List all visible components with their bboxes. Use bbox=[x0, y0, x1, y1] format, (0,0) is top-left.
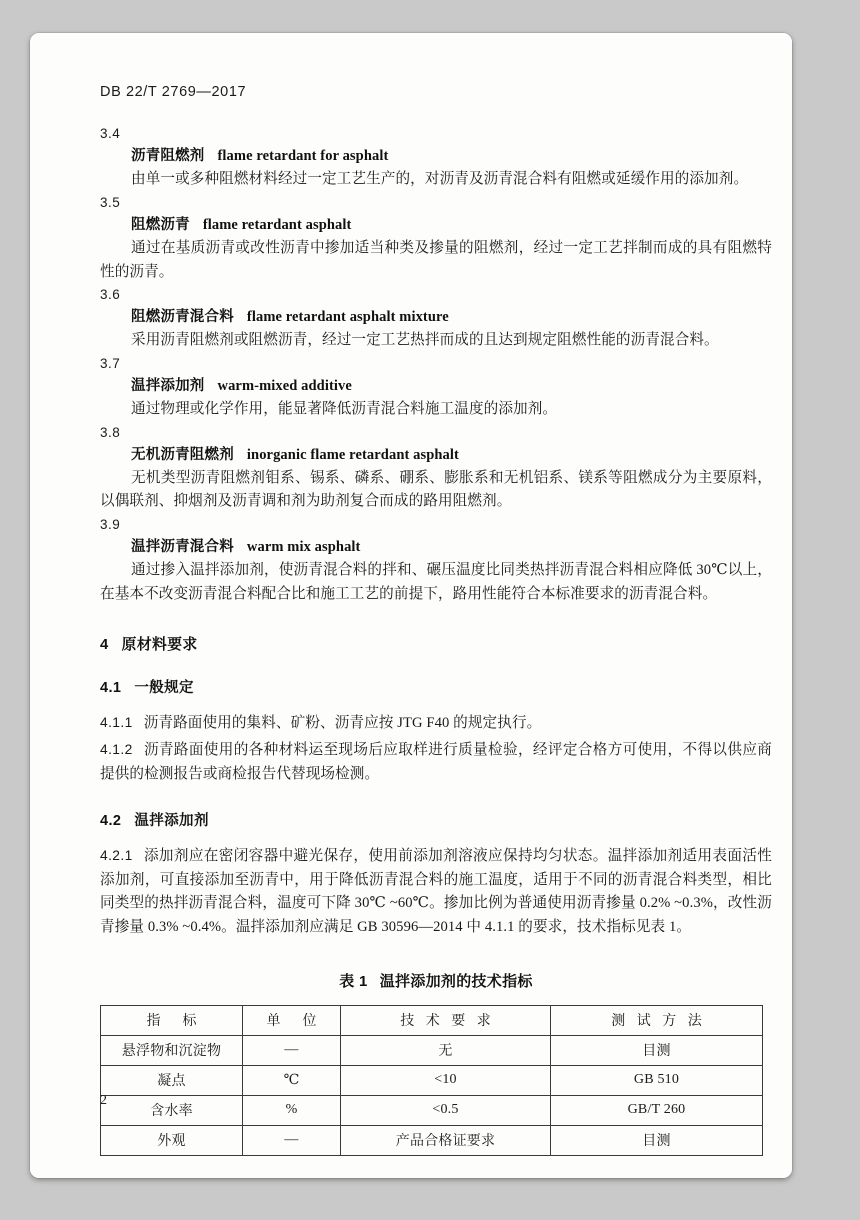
term-definition-3-4: 由单一或多种阻燃材料经过一定工艺生产的，对沥青及沥青混合料有阻燃或延缓作用的添加剂。 bbox=[131, 171, 749, 188]
column-header-method: 测 试 方 法 bbox=[551, 1005, 763, 1035]
cell-method: 目测 bbox=[551, 1125, 763, 1155]
term-en-3-8: inorganic flame retardant asphalt bbox=[246, 446, 459, 463]
term-cn-3-6: 阻燃沥青混合料 bbox=[131, 309, 234, 326]
section-title-4-1: 一般规定 bbox=[134, 680, 194, 697]
cell-method: GB 510 bbox=[551, 1065, 763, 1095]
term-heading-3-9 bbox=[131, 536, 772, 559]
cell-requirement: 产品合格证要求 bbox=[341, 1125, 551, 1155]
term-heading-3-4 bbox=[131, 145, 772, 168]
paragraph-number-4-1-1: 4.1.1 bbox=[100, 715, 133, 731]
term-cn-3-4: 沥青阻燃剂 bbox=[131, 147, 205, 164]
clause-number-3-8: 3.8 bbox=[100, 424, 121, 440]
clause-number-3-4: 3.4 bbox=[100, 126, 121, 141]
term-en-3-6: flame retardant asphalt mixture bbox=[246, 309, 449, 326]
table1-caption bbox=[100, 970, 772, 991]
section-heading-4-1 bbox=[100, 676, 772, 697]
document-page bbox=[30, 33, 792, 1178]
table-header-row bbox=[101, 1005, 763, 1035]
cell-indicator: 凝点 bbox=[101, 1065, 243, 1095]
term-en-3-4: flame retardant for asphalt bbox=[217, 147, 389, 164]
table-row bbox=[101, 1035, 763, 1065]
term-cn-3-8: 无机沥青阻燃剂 bbox=[131, 446, 234, 463]
cell-requirement: <10 bbox=[341, 1065, 551, 1095]
term-cn-3-9: 温拌沥青混合料 bbox=[131, 538, 234, 555]
clause-number-3-6: 3.6 bbox=[100, 287, 121, 303]
term-en-3-9: warm mix asphalt bbox=[246, 538, 361, 555]
clause-number-3-5: 3.5 bbox=[100, 194, 121, 210]
cell-method: 目测 bbox=[551, 1035, 763, 1065]
clause-number-3-7: 3.7 bbox=[100, 355, 121, 371]
term-definition-3-6: 采用沥青阻燃剂或阻燃沥青，经过一定工艺热拌而成的且达到规定阻燃性能的沥青混合料。 bbox=[131, 332, 719, 349]
page-number: 2 bbox=[100, 1093, 107, 1108]
term-heading-3-8 bbox=[131, 444, 772, 467]
paragraph-4-1-1 bbox=[100, 712, 772, 736]
term-cn-3-5: 阻燃沥青 bbox=[131, 216, 190, 233]
page-content bbox=[100, 123, 772, 1156]
cell-indicator: 含水率 bbox=[101, 1095, 243, 1125]
column-header-requirement: 技 术 要 求 bbox=[341, 1005, 551, 1035]
table-row bbox=[101, 1095, 763, 1125]
paragraph-number-4-2-1: 4.2.1 bbox=[100, 847, 133, 863]
term-definition-3-7: 通过物理或化学作用，能显著降低沥青混合料施工温度的添加剂。 bbox=[131, 401, 558, 417]
term-heading-3-7 bbox=[131, 375, 772, 398]
section-number-4-2: 4.2 bbox=[100, 812, 122, 829]
paragraph-text-4-1-1: 沥青路面使用的集料、矿粉、沥青应按 JTG F40 的规定执行。 bbox=[143, 715, 542, 732]
table-row bbox=[101, 1125, 763, 1155]
paragraph-4-1-2 bbox=[100, 739, 772, 787]
cell-unit: — bbox=[243, 1035, 341, 1065]
section-number-4-1: 4.1 bbox=[100, 680, 122, 697]
section-number-4: 4 bbox=[100, 637, 109, 654]
term-heading-3-6 bbox=[131, 306, 772, 329]
document-header-code: DB 22/T 2769—2017 bbox=[100, 84, 247, 100]
term-cn-3-7: 温拌添加剂 bbox=[131, 377, 205, 394]
clause-number-3-9: 3.9 bbox=[100, 517, 121, 533]
cell-indicator: 悬浮物和沉淀物 bbox=[101, 1035, 243, 1065]
column-header-unit: 单 位 bbox=[243, 1005, 341, 1035]
paragraph-text-4-2-1: 添加剂应在密闭容器中避光保存，使用前添加剂溶液应保持均匀状态。温拌添加剂适用表面活性添加剂，可直接添加至沥青中，用于降低沥青混合料的施工温度，适用于不同的沥青混合料类型，相比同类型的热拌沥青混合料，温度可下降 30℃ ~60℃。掺加比例为普通使用沥青掺量 0.2% ~0.3%，改性沥青掺量 0.3% ~0.4%。温拌添加剂应满足 GB 30596—2014 中 4.1.1 的要求，技术指标见表 1。 bbox=[100, 847, 772, 936]
cell-unit: ℃ bbox=[243, 1065, 341, 1095]
term-definition-3-8: 无机类型沥青阻燃剂钼系、锡系、磷系、硼系、膨胀系和无机铝系、镁系等阻燃成分为主要原料，以偶联剂、抑烟剂及沥青调和剂为助剂复合而成的路用阻燃剂。 bbox=[100, 469, 772, 510]
section-title-4-2: 温拌添加剂 bbox=[134, 812, 209, 829]
term-en-3-7: warm-mixed additive bbox=[217, 377, 352, 394]
term-heading-3-5 bbox=[131, 214, 772, 237]
section-heading-4 bbox=[100, 633, 772, 654]
cell-requirement: 无 bbox=[341, 1035, 551, 1065]
table1-caption-label: 表 1 bbox=[339, 972, 368, 990]
cell-indicator: 外观 bbox=[101, 1125, 243, 1155]
term-definition-3-9: 通过掺入温拌添加剂，使沥青混合料的拌和、碾压温度比同类热拌沥青混合料相应降低 30℃以上，在基本不改变沥青混合料配合比和施工工艺的前提下，路用性能符合本标准要求的沥青混合料。 bbox=[100, 562, 772, 602]
section-heading-4-2 bbox=[100, 809, 772, 830]
cell-unit: % bbox=[243, 1095, 341, 1125]
cell-requirement: <0.5 bbox=[341, 1095, 551, 1125]
term-en-3-5: flame retardant asphalt bbox=[202, 216, 352, 233]
table1-technical-indicators bbox=[100, 1005, 763, 1156]
table1-caption-title: 温拌添加剂的技术指标 bbox=[379, 972, 533, 990]
section-title-4: 原材料要求 bbox=[121, 637, 198, 654]
cell-method: GB/T 260 bbox=[551, 1095, 763, 1125]
term-definition-3-5: 通过在基质沥青或改性沥青中掺加适当种类及掺量的阻燃剂，经过一定工艺拌制而成的具有阻燃特性的沥青。 bbox=[100, 239, 772, 280]
cell-unit: — bbox=[243, 1125, 341, 1155]
paragraph-4-2-1 bbox=[100, 845, 772, 940]
table-row bbox=[101, 1065, 763, 1095]
column-header-indicator: 指 标 bbox=[101, 1005, 243, 1035]
paragraph-text-4-1-2: 沥青路面使用的各种材料运至现场后应取样进行质量检验，经评定合格方可使用，不得以供应商提供的检测报告或商检报告代替现场检测。 bbox=[100, 742, 772, 782]
paragraph-number-4-1-2: 4.1.2 bbox=[100, 742, 133, 758]
